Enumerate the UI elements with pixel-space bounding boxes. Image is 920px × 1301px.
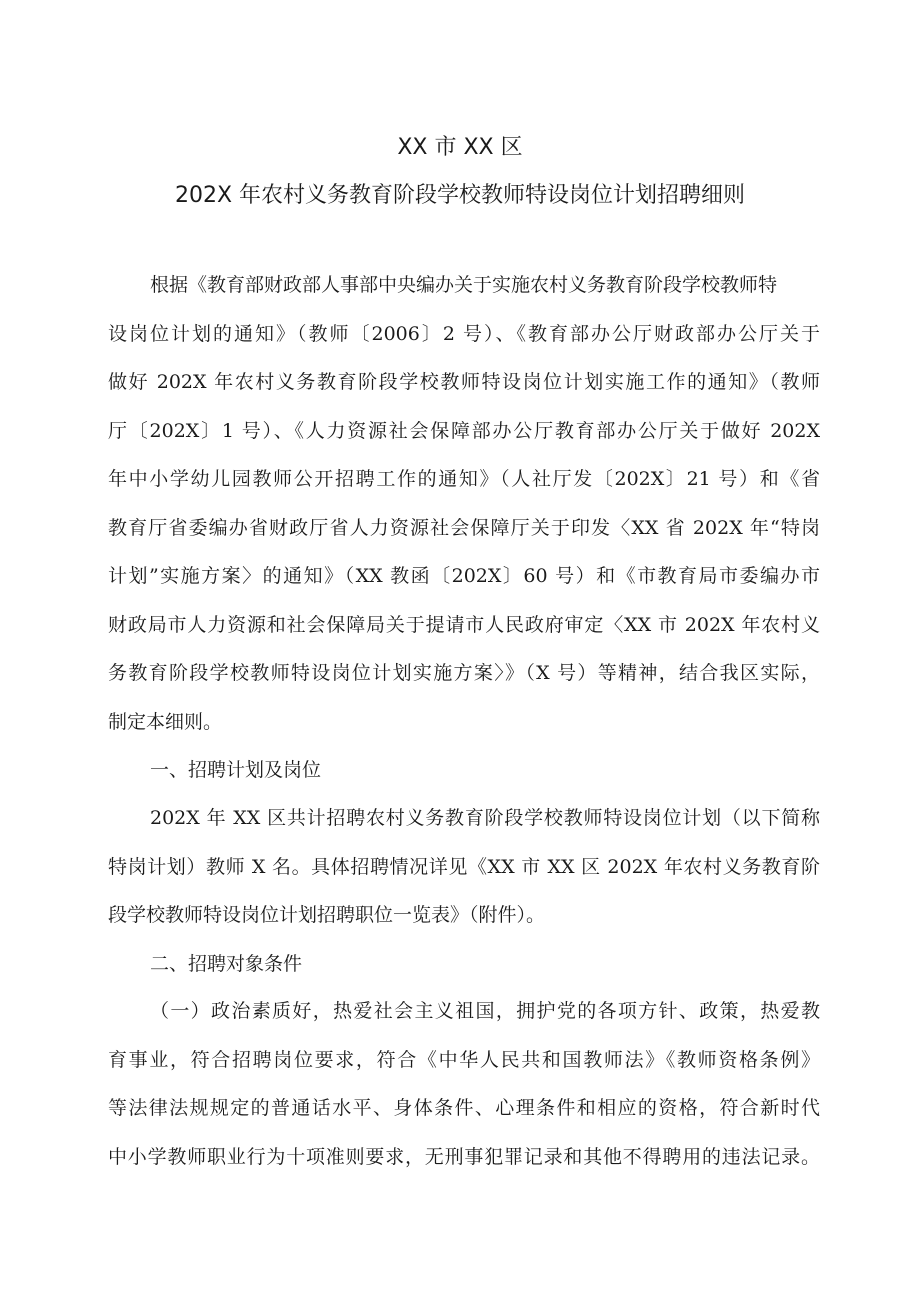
paragraph2-line: 202X 年 XX 区共计招聘农村义务教育阶段学校教师特设岗位计划（以下简称: [150, 807, 820, 829]
paragraph3-line: 育事业，符合招聘岗位要求，符合《中华人民共和国教师法》《教师资格条例》: [108, 1049, 820, 1071]
section-heading-1: 一、招聘计划及岗位: [150, 759, 322, 781]
paragraph1-line: 做好 202X 年农村义务教育阶段学校教师特设岗位计划实施工作的通知》（教师: [108, 371, 820, 393]
document-title-line2: 202X 年农村义务教育阶段学校教师特设岗位计划招聘细则: [174, 183, 746, 208]
paragraph2-line: 特岗计划）教师 X 名。具体招聘情况详见《XX 市 XX 区 202X 年农村义务教育阶: [108, 856, 820, 878]
paragraph1-line: 计划”实施方案〉的通知》（XX 教函〔202X〕60 号）和《市教育局市委编办市: [108, 565, 820, 587]
paragraph1-line: 根据《教育部财政部人事部中央编办关于实施农村义务教育阶段学校教师特: [150, 274, 778, 296]
paragraph1-line: 财政局市人力资源和社会保障局关于提请市人民政府审定〈XX 市 202X 年农村义: [108, 614, 820, 636]
paragraph3-line: （一）政治素质好，热爱社会主义祖国，拥护党的各项方针、政策，热爱教: [150, 1000, 820, 1022]
paragraph3-line: 等法律法规规定的普通话水平、身体条件、心理条件和相应的资格，符合新时代: [108, 1097, 820, 1119]
document-title-line1: XX 市 XX 区: [397, 135, 523, 160]
paragraph3-line: 中小学教师职业行为十项准则要求，无刑事犯罪记录和其他不得聘用的违法记录。: [108, 1146, 820, 1168]
paragraph1-line: 教育厅省委编办省财政厅省人力资源社会保障厅关于印发〈XX 省 202X 年“特岗: [108, 517, 820, 539]
section-heading-2: 二、招聘对象条件: [150, 953, 303, 975]
paragraph1-line: 制定本细则。: [108, 711, 223, 733]
paragraph1-line: 设岗位计划的通知》（教师〔2006〕2 号）、《教育部办公厅财政部办公厅关于: [108, 323, 820, 345]
paragraph1-line: 务教育阶段学校教师特设岗位计划实施方案〉》（X 号）等精神，结合我区实际，: [108, 662, 820, 684]
paragraph1-line: 厅〔202X〕1 号）、《人力资源社会保障部办公厅教育部办公厅关于做好 202X: [108, 420, 820, 442]
paragraph2-line: 段学校教师特设岗位计划招聘职位一览表》（附件）。: [108, 904, 546, 926]
paragraph1-line: 年中小学幼儿园教师公开招聘工作的通知》（人社厅发〔202X〕21 号）和《省: [108, 468, 820, 490]
